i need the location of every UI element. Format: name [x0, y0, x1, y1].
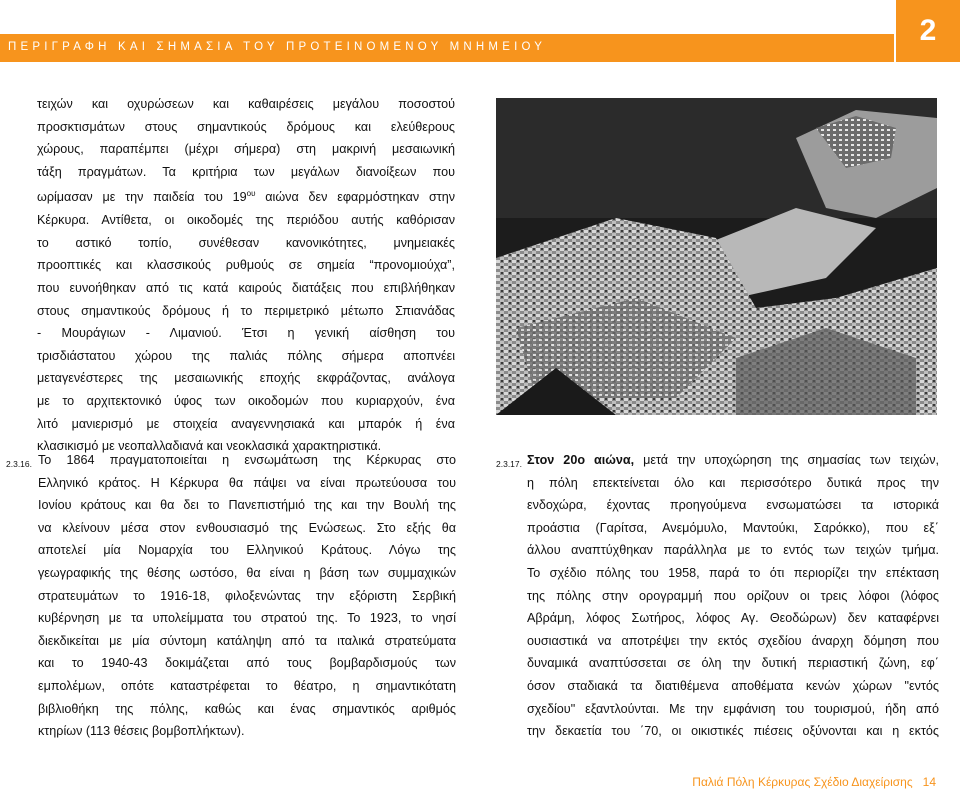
chapter-box	[896, 0, 960, 62]
text-line: τάξη πραγμάτων. Τα κριτήρια των μεγάλων διανοίξεων που	[37, 164, 455, 179]
text-line: Το 1864 πραγματοποιείται η ενσωμάτωση της Κέρκυρας στο	[38, 453, 456, 467]
text-line: κυβέρνηση με τα υπολείμματα του στρατού της. Το 1923, το νησί	[38, 611, 456, 626]
text-line: σχεδίου" εξαντλούνται. Με την εμφάνιση του τουρισμού, ήδη από	[527, 701, 939, 716]
text-line: όσον σταδιακά τα διατιθέμενα αποθέματα κενών χώρων "εντός	[527, 678, 939, 693]
text-line: κλασικισμό με νεοπαλλαδιανά και νεοκλασικά χαρακτηριστικά.	[37, 439, 382, 454]
aerial-photo-corfu	[496, 98, 937, 415]
text-line	[527, 449, 939, 472]
page-footer	[692, 775, 936, 789]
text-line: γεωγραφικής της θέσης ωστόσο, θα είναι η βάση των συμμαχικών	[38, 565, 456, 580]
text-line: να κλείνουν μέσα στον ενθουσιασμό της Ενώσεως. Στο εξής θα	[38, 520, 456, 535]
text-line: προάστια (Γαρίτσα, Ανεμόμυλο, Μαντούκι, Σαρόκκο), που εξ΄	[527, 520, 939, 535]
text-line: ενδοχώρα, έχοντας προηγούμενα ενσωματώσει τα ιστορικά	[527, 498, 939, 513]
chapter-number: 2	[919, 14, 937, 47]
text-line: δυναμικά αναπτύσσεται σε όλη την δυτική περιαστική ζώνη, εφ΄	[527, 656, 939, 671]
section-2316-paragraph	[38, 449, 456, 743]
text-fragment: μετά την υποχώρηση της σημασίας των τειχών,	[634, 453, 939, 467]
text-line: Κέρκυρα. Αντίθετα, οι οικοδομές της περιόδου αυτής καθόρισαν	[37, 213, 455, 228]
text-line: στους σημαντικούς δρόμους ή το περιμετρικό μέτωπο Σπιανάδας	[37, 303, 455, 318]
text-line: Ιονίου κράτους και θα δει το Πανεπιστήμιό της και την Βουλή της	[38, 498, 456, 513]
running-header: ΠΕΡΙΓΡΑΦΗ ΚΑΙ ΣΗΜΑΣΙΑ ΤΟΥ ΠΡΟΤΕΙΝΟΜΕΝΟΥ ΜΝΗΜΕΙΟΥ	[8, 41, 547, 53]
text-line: προοπτικές και κλασσικούς ρυθμούς σε σημεία “προνομιούχα”,	[37, 258, 455, 273]
text-line: αποτελεί μία Νομαρχία του Ελληνικού Κράτους. Λόγω της	[38, 543, 456, 558]
text-fragment: αιώνα δεν εφαρμόστηκαν στην	[255, 190, 455, 205]
text-line: Αβράμη, λόφος Σωτήρος, λόφος Αγ. Θεοδώρων) δεν καταφέρνει	[527, 611, 939, 626]
text-line: Ελληνικό κράτος. Η Κέρκυρα θα πάψει να είναι πρωτεύουσα του	[38, 475, 456, 490]
text-line: τρισδιάστατου χώρου της παλιάς πόλης σήμερα αποπνέει	[37, 348, 455, 363]
text-fragment: ωρίμασαν με την παιδεία του 19	[37, 190, 247, 205]
superscript: ου	[246, 189, 256, 199]
text-line: στρατευμάτων το 1916-18, φιλοξενώντας την εξόριστη Σερβική	[38, 588, 456, 603]
section-number: 2.3.17.	[496, 459, 522, 469]
page-number: 14	[922, 775, 936, 789]
text-line: της πόλης στην ορογραμμή που ορίζουν οι τρεις λόφοι (λόφος	[527, 588, 939, 603]
text-line: λιτό μανιερισμό με στοιχεία αναγεννησιακά και μπαρόκ ή ένα	[37, 416, 455, 431]
text-line: εμπολέμων, οπότε καταστρέφεται το θέατρο, η σημαντικότατη	[38, 678, 456, 693]
text-line: άλλου αναπτύχθηκαν παράλληλα με το εντός των τειχών τμήμα.	[527, 543, 939, 558]
text-line: προσκτισμάτων στους σημαντικούς δρόμους και ελεύθερους	[37, 119, 455, 134]
aerial-photo-illustration	[496, 98, 937, 415]
text-line: η πόλη επεκτείνεται όλο και περισσότερο δυτικά προς την	[527, 475, 939, 490]
text-line: που ευνοήθηκαν από τις κατά καιρούς διατάξεις που επιβλήθηκαν	[37, 280, 455, 295]
text-line: διεκδικείται με μία σύντομη κατάληψη από τα ιταλικά στρατεύματα	[38, 633, 456, 648]
bold-lead: Στον 20ο αιώνα,	[527, 453, 635, 467]
section-number: 2.3.16.	[6, 459, 32, 469]
text-line: με το αρχιτεκτονικό ύφος των οικοδομών που κυριαρχούν, ένα	[37, 393, 455, 408]
text-line: το αστικό τοπίο, συνέθεσαν κανονικότητες, μνημειακές	[37, 235, 455, 250]
text-line: κτηρίων (113 θέσεις βομβοπλήκτων).	[38, 724, 245, 739]
text-line: ουσιαστικά να αποτρέψει την εκτός σχεδίου άναρχη δόμηση που	[527, 633, 939, 648]
footer-title: Παλιά Πόλη Κέρκυρας Σχέδιο Διαχείρισης	[692, 775, 913, 789]
intro-paragraph	[37, 93, 455, 458]
text-line: χώρους, παραπέμπει (μέχρι σήμερα) στη μακρινή μεσαιωνική	[37, 142, 455, 157]
text-line: - Μουράγιων - Λιμανιού. Έτσι η γενική αίσθηση του	[37, 326, 455, 341]
text-line: και το 1940-43 δοκιμάζεται από τους βομβαρδισμούς των	[38, 656, 456, 671]
text-line: την δεκαετία του ΄70, οι οικιστικές πιέσεις οξύνονται και η εκτός	[527, 724, 939, 739]
text-line: μεταγενέστερες της μεσαιωνικής εποχής εκφράζοντας, ανάλογα	[37, 371, 455, 386]
text-line: Το σχέδιο πόλης του 1958, παρά το ότι περιορίζει την επέκταση	[527, 565, 939, 580]
text-line	[37, 183, 455, 209]
text-line: βιβλιοθήκη της πόλης, καθώς και ένας σημαντικός αριθμός	[38, 701, 456, 716]
text-line: τειχών και οχυρώσεων και καθαιρέσεις μεγάλου ποσοστού	[37, 97, 455, 111]
section-2317-paragraph	[527, 449, 939, 743]
